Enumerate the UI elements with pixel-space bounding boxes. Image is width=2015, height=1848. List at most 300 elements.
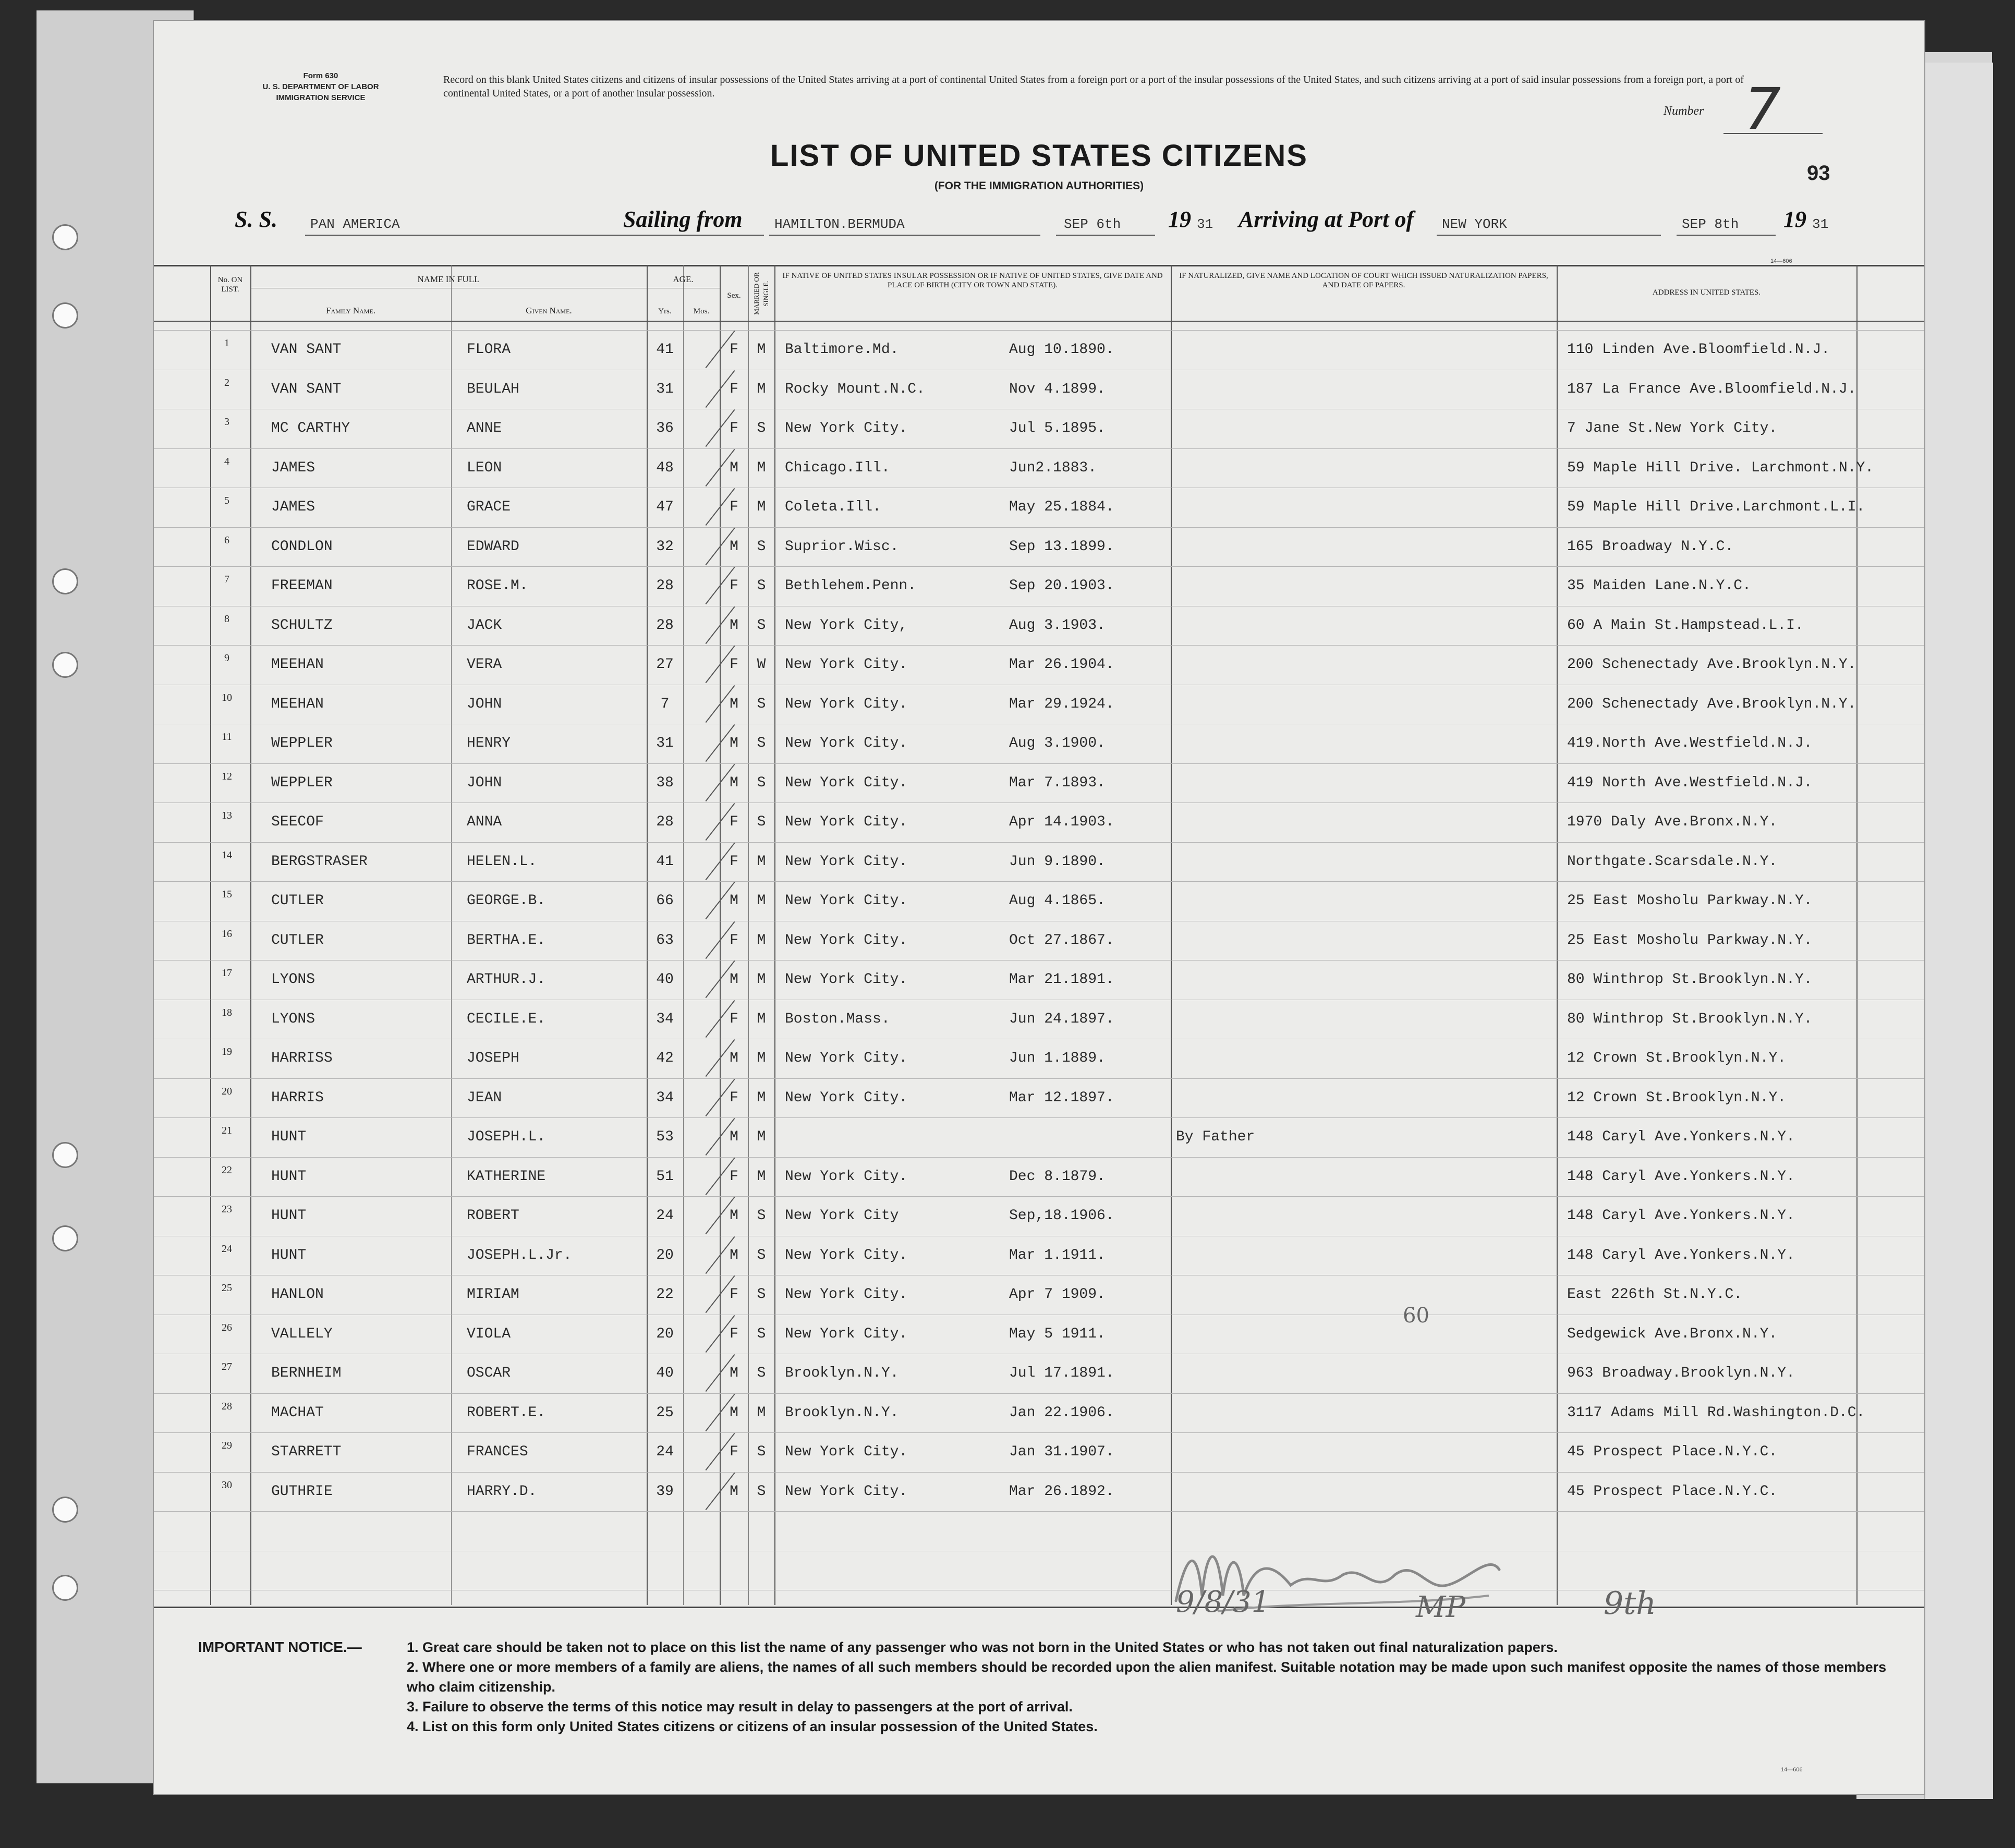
birthplace: New York City. <box>785 1090 908 1106</box>
family-name: MEEHAN <box>271 696 324 712</box>
marital-status: S <box>757 1247 766 1263</box>
marital-status: M <box>757 342 766 358</box>
row-number: 21 <box>222 1125 232 1136</box>
row-number: 26 <box>222 1322 232 1333</box>
address: 80 Winthrop St.Brooklyn.N.Y. <box>1567 971 1813 988</box>
age-years: 22 <box>656 1286 674 1303</box>
family-name: HUNT <box>271 1169 307 1185</box>
birth-date: Sep 13.1899. <box>1009 539 1114 555</box>
arriving-label: Arriving at Port of <box>1239 206 1414 232</box>
row-number: 24 <box>222 1243 232 1255</box>
sex: F <box>730 1326 738 1342</box>
family-name: BERNHEIM <box>271 1365 342 1381</box>
row-number: 14 <box>222 849 232 861</box>
address: 110 Linden Ave.Bloomfield.N.J. <box>1567 342 1830 358</box>
column-divider <box>1171 265 1172 1605</box>
arrival-date-line <box>1677 235 1776 236</box>
birthplace: New York City. <box>785 775 908 791</box>
birthplace: New York City. <box>785 854 908 870</box>
ship-name-line <box>305 235 764 236</box>
column-divider <box>1557 265 1558 1605</box>
birth-date: Jun 1.1889. <box>1009 1050 1106 1066</box>
birth-date: Aug 10.1890. <box>1009 342 1114 358</box>
row-number: 18 <box>222 1007 232 1018</box>
age-years: 66 <box>656 893 674 909</box>
sex: M <box>730 971 738 988</box>
sex: M <box>730 735 738 751</box>
given-name: ROBERT <box>467 1208 519 1224</box>
sex: F <box>730 814 738 830</box>
age-years: 40 <box>656 1365 674 1381</box>
notice-item: 3. Failure to observe the terms of this notice may result in delay to passengers at the port of arrival. <box>407 1699 1073 1715</box>
birthplace: New York City. <box>785 1050 908 1066</box>
marital-status: M <box>757 971 766 988</box>
family-name: CUTLER <box>271 893 324 909</box>
age-years: 39 <box>656 1484 674 1500</box>
family-name: HUNT <box>271 1129 307 1145</box>
birth-date: Jul 5.1895. <box>1009 420 1106 436</box>
address: 60 A Main St.Hampstead.L.I. <box>1567 617 1804 634</box>
column-divider <box>250 265 251 1605</box>
birth-date: Jun 24.1897. <box>1009 1011 1114 1027</box>
marital-status: M <box>757 1405 766 1421</box>
address: 59 Maple Hill Drive. Larchmont.N.Y. <box>1567 460 1874 476</box>
marital-status: M <box>757 460 766 476</box>
number-label: Number <box>1664 104 1704 118</box>
row-number: 5 <box>224 495 229 506</box>
given-name: HELEN.L. <box>467 854 537 870</box>
given-name: JACK <box>467 617 502 634</box>
birth-date: May 25.1884. <box>1009 499 1114 515</box>
given-name: JOSEPH <box>467 1050 519 1066</box>
age-years: 53 <box>656 1129 674 1145</box>
given-name: FLORA <box>467 342 511 358</box>
sex: M <box>730 617 738 634</box>
inspector-date: 9/8/31 <box>1176 1585 1270 1619</box>
address: 12 Crown St.Brooklyn.N.Y. <box>1567 1050 1787 1066</box>
ruled-line <box>154 960 1924 961</box>
address: 80 Winthrop St.Brooklyn.N.Y. <box>1567 1011 1813 1027</box>
arrival-year: 31 <box>1812 216 1829 232</box>
ruled-line <box>154 763 1924 764</box>
age-years: 27 <box>656 656 674 673</box>
age-years: 28 <box>656 617 674 634</box>
birth-date: Apr 7 1909. <box>1009 1286 1106 1303</box>
sex: M <box>730 1129 738 1145</box>
birth-date: Sep,18.1906. <box>1009 1208 1114 1224</box>
address: 148 Caryl Ave.Yonkers.N.Y. <box>1567 1169 1795 1185</box>
age-years: 48 <box>656 460 674 476</box>
address: 419 North Ave.Westfield.N.J. <box>1567 775 1813 791</box>
given-name: VERA <box>467 656 502 673</box>
marital-status: M <box>757 1050 766 1066</box>
row-number: 22 <box>222 1164 232 1176</box>
birthplace: Coleta.Ill. <box>785 499 881 515</box>
sex: F <box>730 420 738 436</box>
header-age: AGE. <box>673 274 694 284</box>
row-number: 4 <box>224 456 229 467</box>
column-divider <box>774 265 775 1605</box>
age-years: 20 <box>656 1247 674 1263</box>
row-number: 1 <box>224 337 229 349</box>
marital-status: M <box>757 381 766 397</box>
column-divider <box>451 265 452 1605</box>
header-bottom-rule <box>154 321 1924 322</box>
arrival-port: NEW YORK <box>1442 216 1507 232</box>
birth-date: Mar 26.1892. <box>1009 1484 1114 1500</box>
birth-date: Sep 20.1903. <box>1009 578 1114 594</box>
given-name: JOHN <box>467 696 502 712</box>
list-number: 7 <box>1744 76 1781 142</box>
birthplace: Bethlehem.Penn. <box>785 578 917 594</box>
service-name: IMMIGRATION SERVICE <box>276 93 366 102</box>
birthplace: New York City. <box>785 1169 908 1185</box>
birthplace: New York City. <box>785 814 908 830</box>
sex: F <box>730 1444 738 1460</box>
family-name: JAMES <box>271 499 315 515</box>
given-name: HENRY <box>467 735 511 751</box>
given-name: GRACE <box>467 499 511 515</box>
notice-item: 1. Great care should be taken not to place on this list the name of any passenger who was not born in the United States or who has not taken out final naturalization papers. <box>407 1639 1558 1655</box>
given-name: BERTHA.E. <box>467 932 546 949</box>
sex: F <box>730 578 738 594</box>
page-title: LIST OF UNITED STATES CITIZENS <box>770 139 1308 173</box>
address: 35 Maiden Lane.N.Y.C. <box>1567 578 1751 594</box>
age-years: 38 <box>656 775 674 791</box>
sex: M <box>730 775 738 791</box>
background-sheet-right-edge <box>1924 63 1993 1799</box>
family-name: LYONS <box>271 1011 315 1027</box>
header-no: No. ON LIST. <box>217 276 243 294</box>
departure-port-line <box>769 235 1040 236</box>
birth-date: Mar 26.1904. <box>1009 656 1114 673</box>
address: 963 Broadway.Brooklyn.N.Y. <box>1567 1365 1795 1381</box>
sex: M <box>730 1050 738 1066</box>
number-underline <box>1723 133 1823 134</box>
age-years: 25 <box>656 1405 674 1421</box>
marital-status: S <box>757 539 766 555</box>
address: 25 East Mosholu Parkway.N.Y. <box>1567 893 1813 909</box>
age-years: 51 <box>656 1169 674 1185</box>
notice-lead: IMPORTANT NOTICE.— <box>198 1639 362 1655</box>
birth-date: Mar 7.1893. <box>1009 775 1106 791</box>
punch-hole <box>52 652 78 678</box>
notice-item: 2. Where one or more members of a family are aliens, the names of all such members should be recorded upon the alien manifest. Suitable notation may be made upon such manifest opposite the names of those members who claim citizenship. <box>407 1659 1887 1695</box>
birthplace: New York City. <box>785 932 908 949</box>
marital-status: S <box>757 1326 766 1342</box>
address: 200 Schenectady Ave.Brooklyn.N.Y. <box>1567 656 1856 673</box>
arrival-date: SEP 8th <box>1682 216 1739 232</box>
row-number: 12 <box>222 771 232 782</box>
sex: F <box>730 1011 738 1027</box>
header-sex: Sex. <box>727 291 741 300</box>
marital-status: S <box>757 775 766 791</box>
stamp-number: 60 <box>1403 1304 1429 1328</box>
ruled-line <box>154 448 1924 449</box>
birthplace: New York City. <box>785 893 908 909</box>
family-name: HUNT <box>271 1208 307 1224</box>
birth-date: Jan 31.1907. <box>1009 1444 1114 1460</box>
row-number: 20 <box>222 1086 232 1097</box>
notice-item: 4. List on this form only United States citizens or citizens of an insular possession of the United States. <box>407 1719 1098 1734</box>
sex: F <box>730 1090 738 1106</box>
header-birthplace: IF NATIVE OF UNITED STATES INSULAR POSSESSION OR IF NATIVE OF UNITED STATES, GIVE DATE AND PLACE OF BIRTH (CITY OR TOWN AND STATE). <box>782 272 1163 289</box>
address: 59 Maple Hill Drive.Larchmont.L.I. <box>1567 499 1865 515</box>
sex: M <box>730 696 738 712</box>
header-family-name: Family Name. <box>325 306 376 315</box>
ss-label: S. S. <box>235 206 277 232</box>
birth-date: Jun2.1883. <box>1009 460 1097 476</box>
birthplace: New York City. <box>785 1286 908 1303</box>
family-name: CUTLER <box>271 932 324 949</box>
address: 45 Prospect Place.N.Y.C. <box>1567 1444 1778 1460</box>
birthplace: Boston.Mass. <box>785 1011 890 1027</box>
sex: F <box>730 381 738 397</box>
address: 419.North Ave.Westfield.N.J. <box>1567 735 1813 751</box>
sex: F <box>730 932 738 949</box>
address: 148 Caryl Ave.Yonkers.N.Y. <box>1567 1247 1795 1263</box>
birth-date: Mar 29.1924. <box>1009 696 1114 712</box>
family-name: VALLELY <box>271 1326 333 1342</box>
family-name: HANLON <box>271 1286 324 1303</box>
arrival-year-prefix: 19 <box>1783 206 1806 232</box>
ruled-line <box>154 842 1924 843</box>
address: 148 Caryl Ave.Yonkers.N.Y. <box>1567 1208 1795 1224</box>
birthplace: Rocky Mount.N.C. <box>785 381 925 397</box>
address: Sedgewick Ave.Bronx.N.Y. <box>1567 1326 1778 1342</box>
family-name: HUNT <box>271 1247 307 1263</box>
ruled-line <box>154 1157 1924 1158</box>
row-number: 9 <box>224 652 229 664</box>
age-years: 36 <box>656 420 674 436</box>
marital-status: M <box>757 1169 766 1185</box>
ruled-line <box>154 1393 1924 1394</box>
row-number: 25 <box>222 1282 232 1294</box>
column-divider <box>647 265 648 1605</box>
marital-status: S <box>757 1365 766 1381</box>
age-years: 41 <box>656 854 674 870</box>
address: East 226th St.N.Y.C. <box>1567 1286 1743 1303</box>
family-name: BERGSTRASER <box>271 854 368 870</box>
address: 25 East Mosholu Parkway.N.Y. <box>1567 932 1813 949</box>
departure-date: SEP 6th <box>1064 216 1121 232</box>
header-name-in-full: NAME IN FULL <box>417 274 480 284</box>
sex: F <box>730 854 738 870</box>
row-number: 30 <box>222 1479 232 1491</box>
birthplace: New York City. <box>785 971 908 988</box>
age-years: 24 <box>656 1208 674 1224</box>
ruled-line <box>154 1196 1924 1197</box>
sex: M <box>730 893 738 909</box>
punch-hole <box>52 224 78 250</box>
sex: F <box>730 1169 738 1185</box>
marital-status: M <box>757 1090 766 1106</box>
sex: M <box>730 1208 738 1224</box>
departure-date-line <box>1056 235 1155 236</box>
row-number: 19 <box>222 1046 232 1057</box>
marital-status: S <box>757 814 766 830</box>
birth-date: Mar 12.1897. <box>1009 1090 1114 1106</box>
marital-status: S <box>757 420 766 436</box>
address: 200 Schenectady Ave.Brooklyn.N.Y. <box>1567 696 1856 712</box>
row-number: 11 <box>222 731 232 743</box>
given-name: ROSE.M. <box>467 578 528 594</box>
birthplace: New York City. <box>785 1444 908 1460</box>
age-years: 7 <box>660 696 670 712</box>
notice-items <box>407 1637 1909 1736</box>
birth-date: Jun 9.1890. <box>1009 854 1106 870</box>
footer-code: 14—606 <box>1781 1767 1803 1773</box>
given-name: HARRY.D. <box>467 1484 537 1500</box>
marital-status: S <box>757 578 766 594</box>
row-number: 3 <box>224 416 229 428</box>
birthplace: New York City, <box>785 617 908 634</box>
given-name: OSCAR <box>467 1365 511 1381</box>
family-name: WEPPLER <box>271 775 333 791</box>
row-number: 17 <box>222 967 232 979</box>
day-note: 9th <box>1604 1585 1656 1622</box>
column-divider <box>683 265 684 1605</box>
ruled-line <box>154 645 1924 646</box>
birthplace: Baltimore.Md. <box>785 342 899 358</box>
address: 12 Crown St.Brooklyn.N.Y. <box>1567 1090 1787 1106</box>
given-name: FRANCES <box>467 1444 528 1460</box>
age-years: 40 <box>656 971 674 988</box>
row-number: 13 <box>222 810 232 821</box>
address: 7 Jane St.New York City. <box>1567 420 1778 436</box>
sex: M <box>730 1484 738 1500</box>
given-name: ROBERT.E. <box>467 1405 546 1421</box>
row-number: 28 <box>222 1401 232 1412</box>
age-years: 34 <box>656 1011 674 1027</box>
marital-status: S <box>757 617 766 634</box>
header-address: ADDRESS IN UNITED STATES. <box>1652 288 1761 297</box>
marital-status: M <box>757 854 766 870</box>
sex: M <box>730 1365 738 1381</box>
naturalization: By Father <box>1176 1129 1255 1145</box>
birth-date: Mar 1.1911. <box>1009 1247 1106 1263</box>
given-name: BEULAH <box>467 381 519 397</box>
birth-date: Aug 4.1865. <box>1009 893 1106 909</box>
punch-hole <box>52 1142 78 1168</box>
age-years: 41 <box>656 342 674 358</box>
birth-date: Jul 17.1891. <box>1009 1365 1114 1381</box>
sex: M <box>730 460 738 476</box>
given-name: LEON <box>467 460 502 476</box>
given-name: JOHN <box>467 775 502 791</box>
address: 148 Caryl Ave.Yonkers.N.Y. <box>1567 1129 1795 1145</box>
row-number: 27 <box>222 1361 232 1372</box>
marital-status: S <box>757 1484 766 1500</box>
birth-date: May 5 1911. <box>1009 1326 1106 1342</box>
sex: F <box>730 499 738 515</box>
punch-hole <box>52 1497 78 1523</box>
sex: F <box>730 342 738 358</box>
birth-date: Nov 4.1899. <box>1009 381 1106 397</box>
marital-status: S <box>757 1286 766 1303</box>
age-years: 31 <box>656 381 674 397</box>
ruled-line <box>154 1117 1924 1118</box>
family-name: VAN SANT <box>271 381 342 397</box>
age-years: 34 <box>656 1090 674 1106</box>
birthplace: New York City. <box>785 1326 908 1342</box>
birth-date: Aug 3.1903. <box>1009 617 1106 634</box>
departure-year-prefix: 19 <box>1168 206 1191 232</box>
family-name: HARRISS <box>271 1050 333 1066</box>
birthplace: New York City. <box>785 696 908 712</box>
age-years: 28 <box>656 814 674 830</box>
marital-status: W <box>757 656 766 673</box>
family-name: WEPPLER <box>271 735 333 751</box>
ruled-line <box>154 881 1924 882</box>
punch-hole <box>52 302 78 329</box>
ruled-line <box>154 1472 1924 1473</box>
age-years: 31 <box>656 735 674 751</box>
punch-hole <box>52 1575 78 1601</box>
age-years: 32 <box>656 539 674 555</box>
given-name: ARTHUR.J. <box>467 971 546 988</box>
page-number: 93 <box>1807 162 1830 185</box>
family-name: MEEHAN <box>271 656 324 673</box>
given-name: KATHERINE <box>467 1169 546 1185</box>
given-name: MIRIAM <box>467 1286 519 1303</box>
row-number: 10 <box>222 692 232 703</box>
family-name: MACHAT <box>271 1405 324 1421</box>
department-name: U. S. DEPARTMENT OF LABOR <box>262 82 379 91</box>
ruled-line <box>154 1511 1924 1512</box>
birth-date: Mar 21.1891. <box>1009 971 1114 988</box>
address: Northgate.Scarsdale.N.Y. <box>1567 854 1778 870</box>
family-name: CONDLON <box>271 539 333 555</box>
address: 187 La France Ave.Bloomfield.N.J. <box>1567 381 1856 397</box>
birth-date: Jan 22.1906. <box>1009 1405 1114 1421</box>
family-name: SEECOF <box>271 814 324 830</box>
birthplace: New York City. <box>785 735 908 751</box>
marital-status: M <box>757 1129 766 1145</box>
header-naturalized: IF NATURALIZED, GIVE NAME AND LOCATION OF COURT WHICH ISSUED NATURALIZATION PAPERS, AND DATE OF PAPERS. <box>1179 272 1548 289</box>
form-number: Form 630 <box>303 71 338 80</box>
birthplace: Brooklyn.N.Y. <box>785 1405 899 1421</box>
birthplace: New York City. <box>785 420 908 436</box>
marital-status: S <box>757 696 766 712</box>
birthplace: Chicago.Ill. <box>785 460 890 476</box>
birthplace: New York City. <box>785 1484 908 1500</box>
given-name: JOSEPH.L. <box>467 1129 546 1145</box>
age-years: 20 <box>656 1326 674 1342</box>
ruled-line <box>154 1078 1924 1079</box>
age-years: 24 <box>656 1444 674 1460</box>
header-months: Mos. <box>693 307 710 315</box>
birth-date: Oct 27.1867. <box>1009 932 1114 949</box>
punch-hole <box>52 568 78 594</box>
row-number: 16 <box>222 928 232 940</box>
family-name: LYONS <box>271 971 315 988</box>
family-name: VAN SANT <box>271 342 342 358</box>
header-given-name: Given Name. <box>526 306 572 315</box>
inspector-initials: MP <box>1416 1590 1466 1624</box>
marital-status: S <box>757 735 766 751</box>
departure-port: HAMILTON.BERMUDA <box>774 216 905 232</box>
marital-status: M <box>757 499 766 515</box>
form-instructions: Record on this blank United States citizens and citizens of insular possessions of the United States arriving at a port of continental United States from a foreign port or a port of the insular possessions of the United States, and such citizens arriving at a port of said insular possessions from a foreign port, a port of continental United States, or a port of another insular possession. <box>443 74 1744 99</box>
citizens-list-form <box>154 21 1924 1794</box>
family-name: MC CARTHY <box>271 420 350 436</box>
address: 45 Prospect Place.N.Y.C. <box>1567 1484 1778 1500</box>
form-identification <box>237 70 404 103</box>
age-years: 28 <box>656 578 674 594</box>
arrival-port-line <box>1437 235 1661 236</box>
given-name: CECILE.E. <box>467 1011 546 1027</box>
